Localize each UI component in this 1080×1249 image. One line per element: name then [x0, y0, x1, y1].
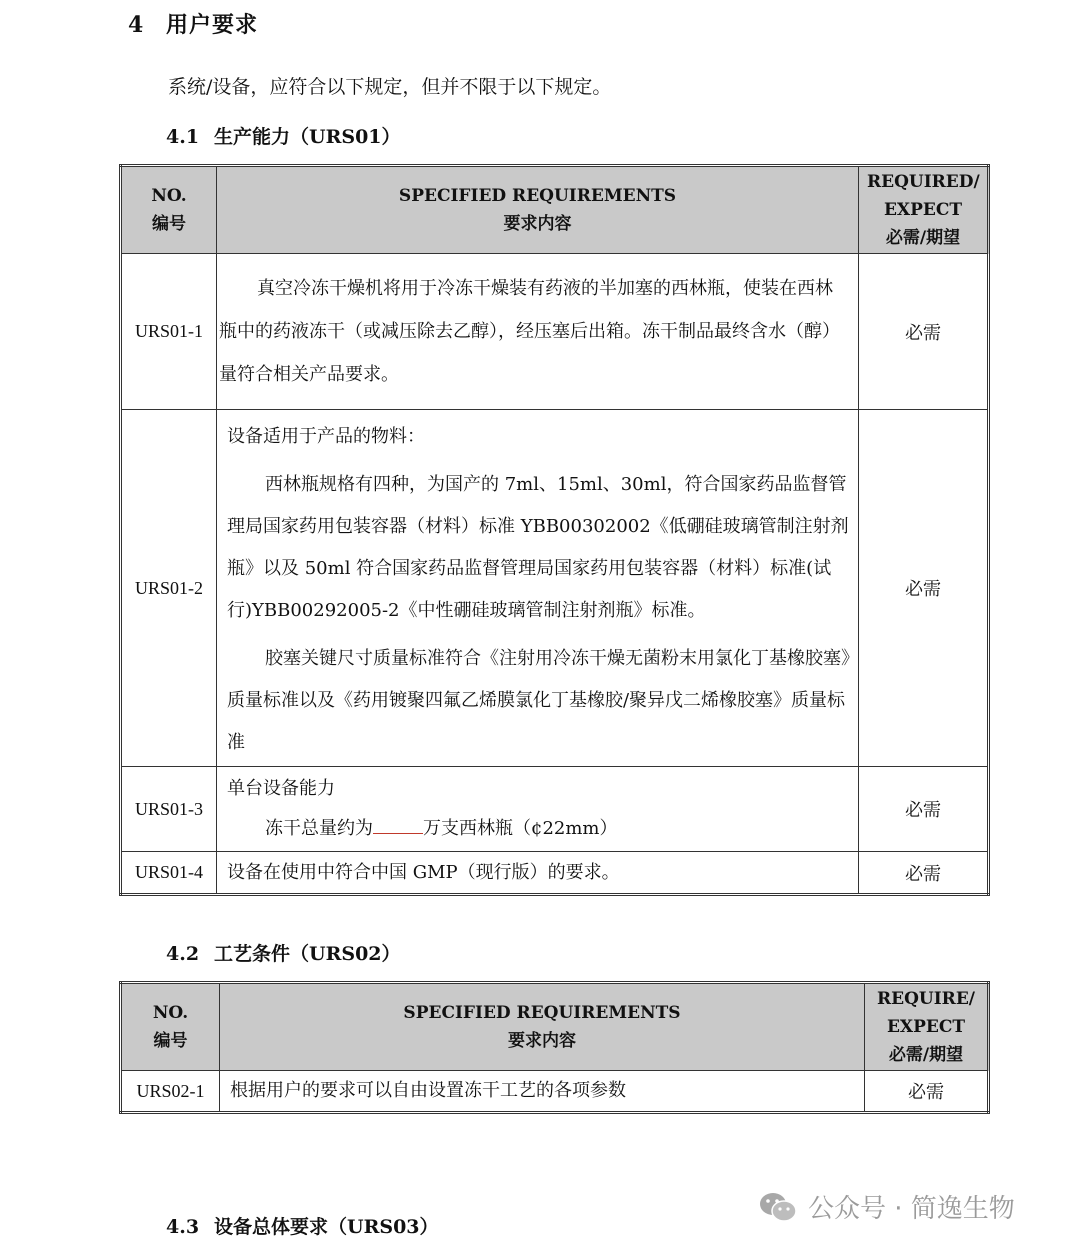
table-row: [121, 1071, 989, 1113]
subsection-heading-4-3: [166, 1212, 439, 1239]
wechat-icon: [758, 1190, 798, 1224]
urs02-table: [119, 981, 990, 1114]
col-header-no: NO. 编号: [121, 166, 217, 254]
row-id: URS01-2: [121, 410, 217, 767]
row-id: URS01-3: [121, 767, 217, 852]
row-content: 设备在使用中符合中国 GMP（现行版）的要求。: [217, 852, 859, 895]
row-content: 单台设备能力 冻干总量约为 万支西林瓶（¢22mm）: [217, 767, 859, 852]
capacity-blank: [373, 813, 423, 834]
subsection-title: 设备总体要求（URS03）: [214, 1216, 439, 1238]
row-required: 必需: [859, 410, 989, 767]
row-required: 必需: [859, 852, 989, 895]
diameter-symbol: ¢: [531, 818, 543, 839]
col-header-req: REQUIRE/ EXPECT 必需/期望: [865, 983, 989, 1071]
table-row: [121, 767, 989, 852]
row-id: URS02-1: [121, 1071, 220, 1113]
subsection-heading-4-2: [166, 939, 401, 966]
row-id: URS01-4: [121, 852, 217, 895]
section-title: 用户要求: [166, 12, 259, 38]
row-content: 设备适用于产品的物料： 西林瓶规格有四种，为国产的 7ml、15ml、30ml，符合国家药品监督管理局国家药用包装容器（材料）标准 YBB00302002《低硼硅玻璃管制注射剂瓶》以及 50ml 符合国家药品监督管理局国家药用包装容器（材料）标准(试行)YBB00292005-2《中性硼硅玻璃管制注射剂瓶》标准。 胶塞关键尺寸质量标准符合《注射用冷冻干燥无菌粉末用氯化丁基橡胶塞》质量标准以及《药用镀聚四氟乙烯膜氯化丁基橡胶/聚异戊二烯橡胶塞》质量标准: [217, 410, 859, 767]
table-row: [121, 254, 989, 410]
subsection-number: 4.2: [166, 943, 200, 965]
urs01-table: [119, 164, 990, 896]
row-required: 必需: [859, 767, 989, 852]
col-header-spec: SPECIFIED REQUIREMENTS 要求内容: [217, 166, 859, 254]
table-header-row: [121, 166, 989, 254]
subsection-number: 4.1: [166, 126, 200, 148]
row-content: 真空冷冻干燥机将用于冷冻干燥装有药液的半加塞的西林瓶，使装在西林瓶中的药液冻干（或减压除去乙醇），经压塞后出箱。冻干制品最终含水（醇）量符合相关产品要求。: [217, 254, 859, 410]
watermark-text: 公众号 · 简逸生物: [808, 1194, 1015, 1224]
subsection-title: 工艺条件（URS02）: [214, 943, 401, 965]
row-id: URS01-1: [121, 254, 217, 410]
intro-text: 系统/设备，应符合以下规定，但并不限于以下规定。: [168, 76, 612, 98]
row-required: 必需: [859, 254, 989, 410]
section-heading: [128, 8, 258, 39]
watermark: [758, 1188, 1015, 1225]
subsection-title: 生产能力（URS01）: [214, 126, 401, 148]
table-header-row: [121, 983, 989, 1071]
subsection-heading-4-1: [166, 122, 401, 149]
table-row: [121, 852, 989, 895]
row-content: 根据用户的要求可以自由设置冻干工艺的各项参数: [220, 1071, 865, 1113]
table-row: [121, 410, 989, 767]
col-header-req: REQUIRED/ EXPECT 必需/期望: [859, 166, 989, 254]
col-header-spec: SPECIFIED REQUIREMENTS 要求内容: [220, 983, 865, 1071]
section-number: 4: [128, 12, 145, 38]
row-required: 必需: [865, 1071, 989, 1113]
subsection-number: 4.3: [166, 1216, 200, 1238]
col-header-no: NO. 编号: [121, 983, 220, 1071]
